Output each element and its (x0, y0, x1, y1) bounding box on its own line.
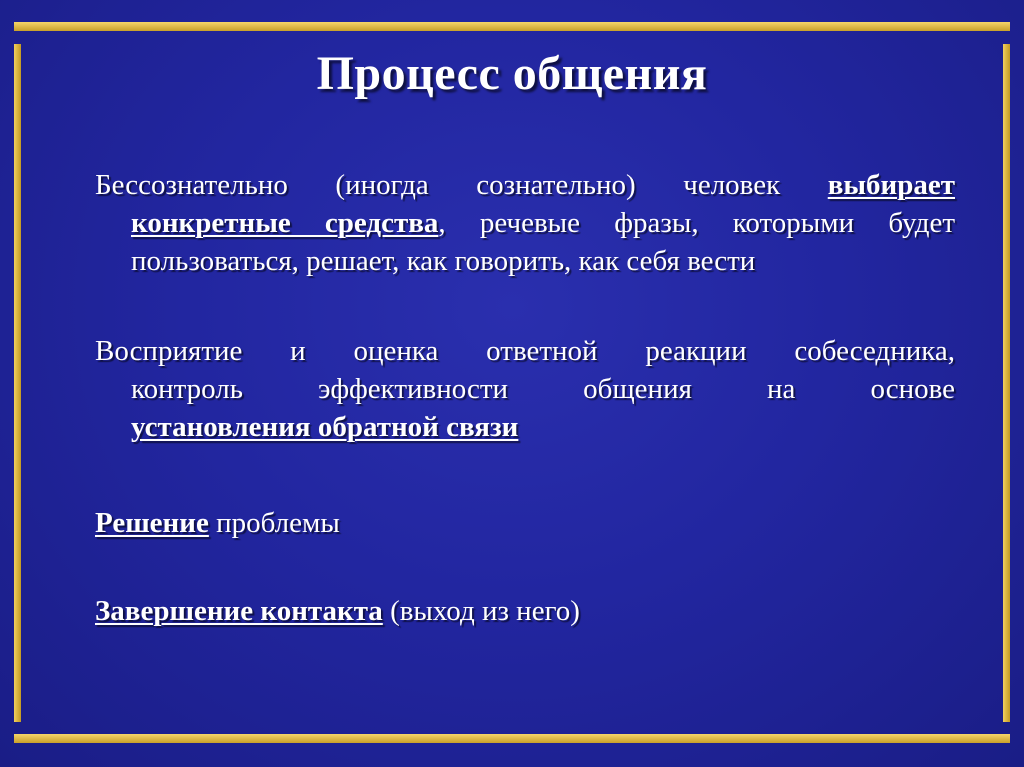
p4-line: Завершение контакта (выход из него) (95, 595, 580, 627)
frame-right-bar (1003, 44, 1010, 722)
p3-line: Решение проблемы (95, 507, 340, 539)
p4-emphasis-completion: Завершение контакта (95, 595, 383, 627)
p3-emphasis-solution: Решение (95, 507, 209, 539)
p2-line-1: Восприятие и оценка ответной реакции собеседника, (95, 335, 955, 367)
frame-left-bar (14, 44, 21, 722)
frame-bottom-bar (14, 734, 1010, 743)
paragraph-contact-completion (95, 592, 955, 630)
slide-title: Процесс общения (316, 47, 708, 100)
frame-top-bar (14, 22, 1010, 31)
paragraph-problem-solving (95, 504, 955, 542)
paragraph-choice-of-means (95, 166, 955, 280)
paragraph-perception-and-feedback (95, 332, 955, 446)
p1-emphasis-chooses: выбирает (827, 169, 955, 201)
p1-line-2: конкретные средства, речевые фразы, которыми будет (131, 207, 955, 239)
p2-emphasis-feedback: установления обратной связи (131, 411, 519, 443)
p2-line-3 (95, 408, 955, 446)
p1-emphasis-specific-means: конкретные средства (131, 207, 439, 239)
p2-line-2: контроль эффективности общения на основе (131, 373, 955, 405)
p1-line-1: Бессознательно (иногда сознательно) человек выбирает (95, 169, 955, 201)
p1-line-3: пользоваться, решает, как говорить, как себя вести (131, 245, 756, 277)
